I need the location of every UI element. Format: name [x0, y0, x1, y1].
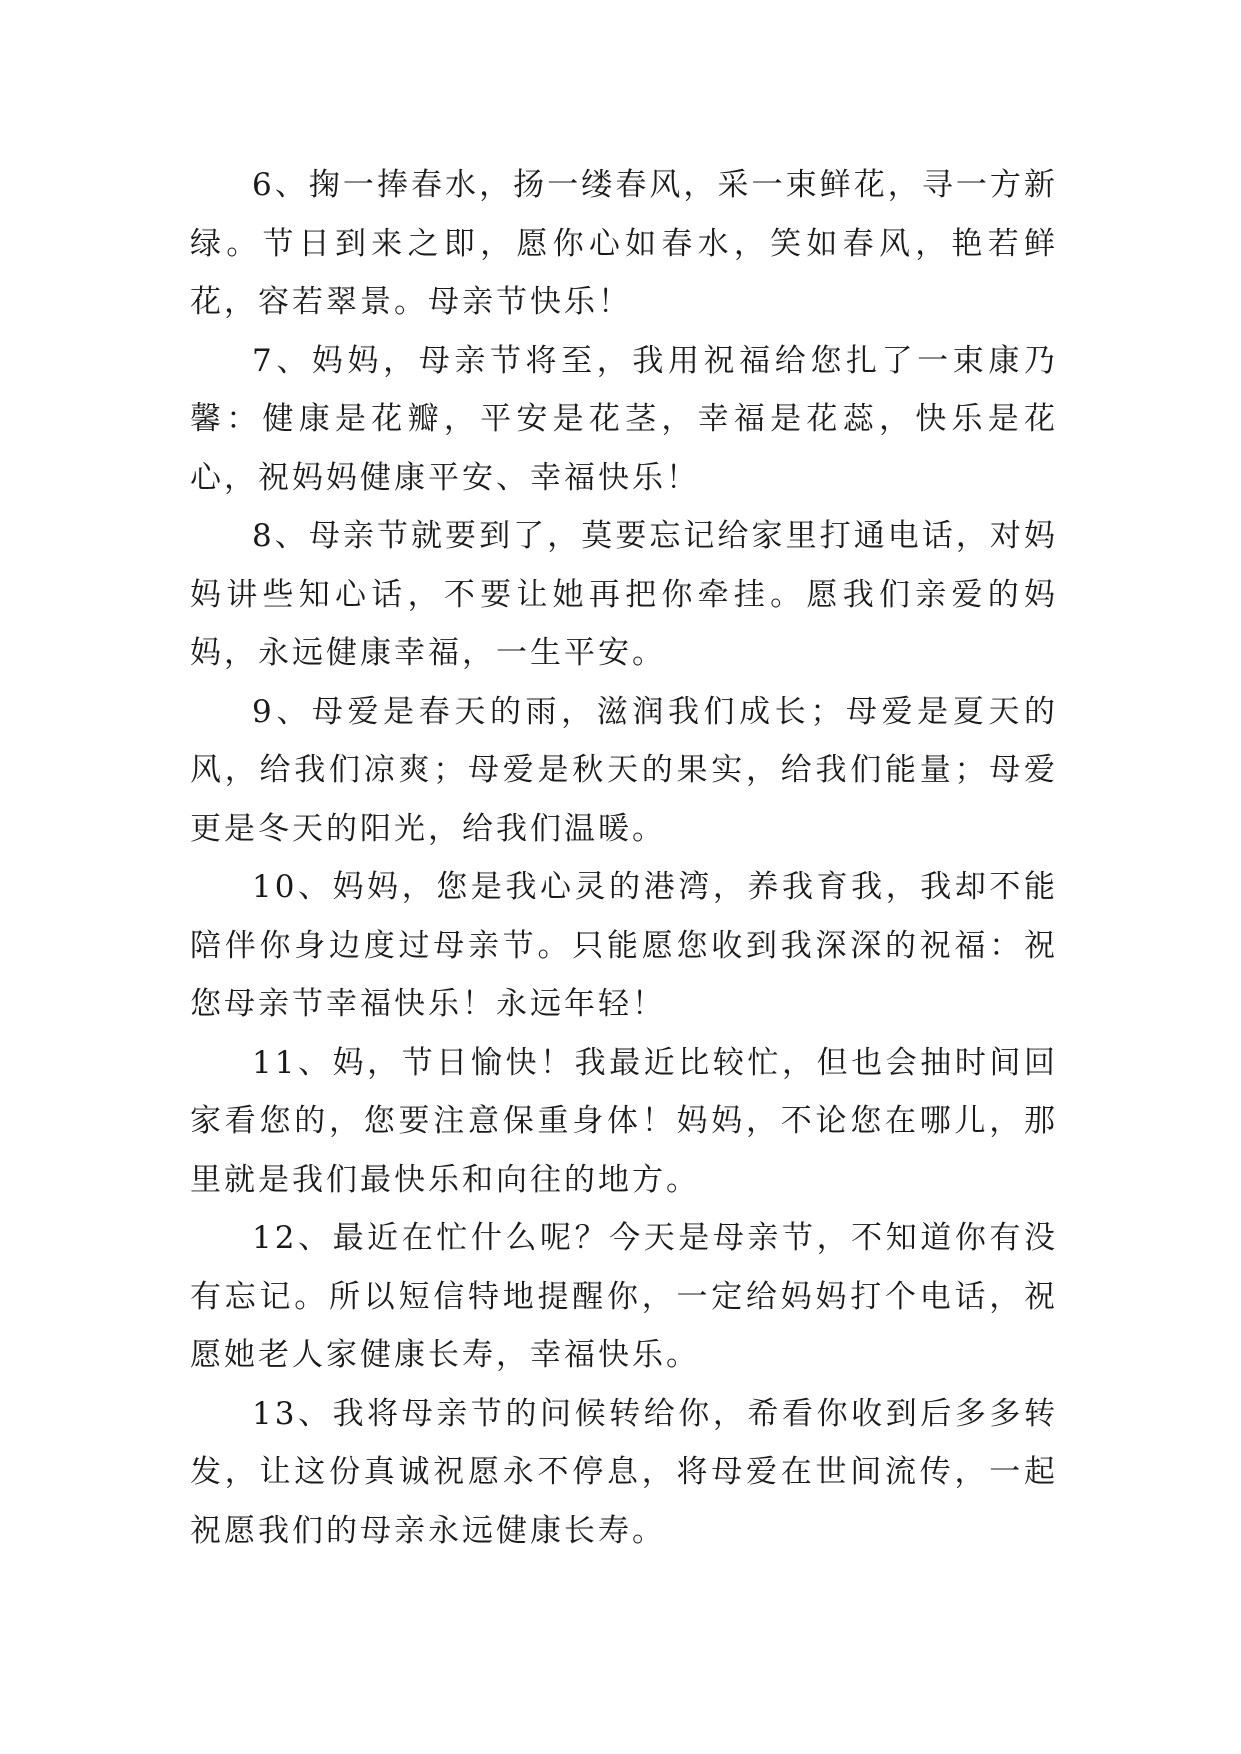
paragraph-12: 12、最近在忙什么呢？今天是母亲节，不知道你有没有忘记。所以短信特地提醒你，一定给妈妈打个电话，祝愿她老人家健康长寿，幸福快乐。: [190, 1220, 1058, 1373]
paragraph-6: 6、掬一捧春水，扬一缕春风，采一束鲜花，寻一方新绿。节日到来之即，愿你心如春水，笑如春风，艳若鲜花，容若翠景。母亲节快乐！: [190, 167, 1058, 320]
document-body: [190, 156, 1058, 1560]
paragraph-7: 7、妈妈，母亲节将至，我用祝福给您扎了一束康乃馨：健康是花瓣，平安是花茎，幸福是花蕊，快乐是花心，祝妈妈健康平安、幸福快乐！: [190, 342, 1058, 496]
paragraph-10: 10、妈妈，您是我心灵的港湾，养我育我，我却不能陪伴你身边度过母亲节。只能愿您收到我深深的祝福：祝您母亲节幸福快乐！永远年轻！: [190, 869, 1058, 1022]
paragraph-13: 13、我将母亲节的问候转给你，希看你收到后多多转发，让这份真诚祝愿永不停息，将母爱在世间流传，一起祝愿我们的母亲永远健康长寿。: [190, 1395, 1058, 1549]
paragraph-11: 11、妈，节日愉快！我最近比较忙，但也会抽时间回家看您的，您要注意保重身体！妈妈，不论您在哪儿，那里就是我们最快乐和向往的地方。: [190, 1044, 1058, 1198]
paragraph-9: 9、母爱是春天的雨，滋润我们成长；母爱是夏天的风，给我们凉爽；母爱是秋天的果实，给我们能量；母爱更是冬天的阳光，给我们温暖。: [190, 693, 1058, 847]
paragraph-8: 8、母亲节就要到了，莫要忘记给家里打通电话，对妈妈讲些知心话，不要让她再把你牵挂。愿我们亲爱的妈妈，永远健康幸福，一生平安。: [190, 518, 1058, 671]
